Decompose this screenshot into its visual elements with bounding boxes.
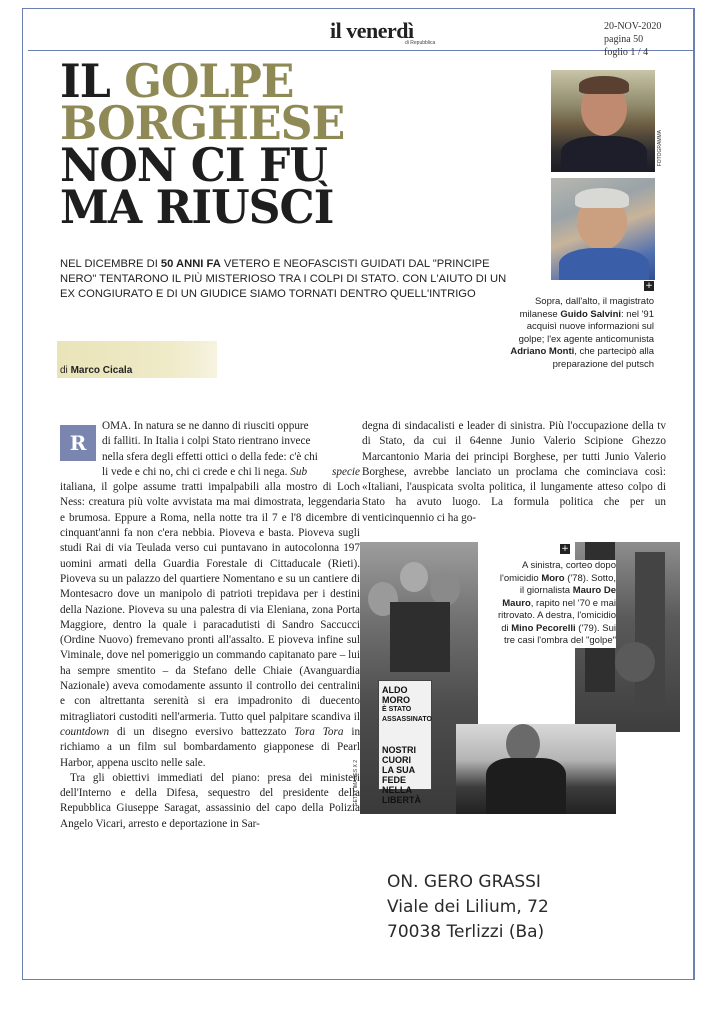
- date-label: 20-NOV-2020: [604, 21, 662, 32]
- byline: di Marco Cicala: [60, 365, 133, 376]
- caption-name-salvini: Guido Salvini: [560, 308, 622, 320]
- deck-text-1: NEL DICEMBRE DI: [60, 258, 158, 270]
- col1-paragraph-2: Tra gli obiettivi immediati del piano: presa dei ministeri dell'Interno e della Difesa, sequestro del presidente della Repubblica Giuseppe Saragat, assassinio del capo della Polizia Angelo Vicari, arresto e deportazione in Sar-: [60, 771, 360, 830]
- col1-line3: nella sfera degli effetti ottici o della fede: c'è chi: [102, 450, 318, 463]
- sheet-label: foglio 1 / 4: [604, 47, 649, 58]
- headline-line4: MA RIUSCÌ: [60, 180, 334, 234]
- portrait-caption: Sopra, dall'alto, il magistrato milanese Guido Salvini: nel '91 acquisì nuove informazioni sul golpe; l'ex agente anticomunista Adriano Monti, che partecipò alla preparazione del putsch: [510, 296, 654, 370]
- page-border-right: [693, 8, 695, 980]
- caption-name-monti: Adriano Monti: [510, 346, 575, 357]
- article-column-2: [362, 419, 666, 526]
- address-stamp: [387, 870, 549, 945]
- photo-credit: GETTY IMAGES X 2: [353, 760, 359, 807]
- masthead-sub: di Repubblica: [405, 40, 436, 46]
- stamp-city: 70038 Terlizzi (Ba): [387, 922, 545, 942]
- masthead: il venerdì: [330, 18, 414, 43]
- stamp-street: Viale dei Lilium, 72: [387, 897, 549, 917]
- portrait-credit: FOTOGRAMMA: [657, 130, 663, 167]
- headline-line1-gold: GOLPE: [124, 54, 294, 108]
- deck-bold: 50 ANNI FA: [160, 258, 221, 270]
- protest-sign: ALDO MORO È STATO ASSASSINATO NOSTRI CUORI LA SUA FEDE NELLA LIBERTÀ: [378, 680, 432, 790]
- page-label: pagina 50: [604, 34, 644, 45]
- col1-line4: li vede e chi no, chi ci crede e chi li nega. Sub: [102, 465, 308, 478]
- deck: [60, 257, 520, 302]
- col1-line2: di falliti. In Italia i colpi Stato rientrano invece: [102, 435, 311, 448]
- photo-de-mauro: [456, 724, 616, 814]
- photo-caption: A sinistra, corteo dopo l'omicidio Moro ('78). Sotto, il giornalista Mauro De Mauro, rapito nel '70 e mai ritrovato. A destra, l'omicidio di Mino Pecorelli ('79). Sui tre casi l'ombra del "golpe": [498, 560, 616, 646]
- portrait-salvini: [551, 70, 655, 172]
- photo-expand-icon[interactable]: +: [561, 544, 569, 554]
- expand-plus-icon[interactable]: +: [645, 281, 653, 291]
- col1-line1: OMA. In natura se ne danno di riusciti oppure: [102, 420, 309, 432]
- col2-paragraph: degna di sindacalisti e leader di sinistra. Più l'occupazione della tv di Stato, da cui il 64enne Junio Valerio Scipione Ghezzo Marcantonio Maria dei principi Borghese, per tutti Junio Valerio Borghese, avrebbe lanciato un proclama che cominciava così: «Italiani, l'auspicata svolta politica, il lungamente atteso colpo di Stato ha avuto luogo. La formula politica che per un venticinquennio ci ha go-: [362, 420, 666, 524]
- headline-line3: NON CI FU: [60, 138, 327, 192]
- article-column-1: OMA. In natura se ne danno di riusciti oppure di falliti. In Italia i colpi Stato rientrano invece nella sfera degli effetti ottici o della fede: c'è chi li vede e chi no, chi ci crede e chi li nega. Sub specie italiana, il golpe assume tratti impalpabili alla mostro di Loch Ness: creatura più volte avvistata ma mai dimostrata, leggendaria e brumosa. Eppure a Roma, nella notte tra il 7 e l'8 dicembre di cinquant'anni fa non c'era nebbia. Pioveva e basta. Pioveva sugli studi Rai di via Teulada verso cui puntavano in autocolonna 197 uomini armati della Guardia Forestale di Cittaducale (Rieti). Pioveva su un palazzo del quartiere Nomentano e su un cantiere di Montesacro dove un manipolo di patrioti trepidava per i destini della Nazione. Pioveva su una palestra di via Eleniana, zona Porta Maggiore, dentro la quale i paracadutisti di Sandro Saccucci (Ordine Nuovo) fremevano pronti all'assalto. E pioveva infine sul Viminale, dove nel pomeriggio un commando capitanato pare – lui ha sempre smentito – da Stefano delle Chiaie (Avanguardia Nazionale) aveva comodamente assunto il controllo dei centralini e con altrettanta serenità si era impadronito di duecento mitragliatori custoditi nell'armeria. Tutto quel palpitare scandiva il countdown di un disegno eversivo battezzato Tora Tora in richiamo a un film sul bombardamento giapponese di Pearl Harbor, appena uscito nelle sale. Tra gli obiettivi immediati del piano: presa dei ministeri dell'Interno e della Difesa, sequestro del presidente della Repubblica Giuseppe Saragat, assassinio del capo della Polizia Angelo Vicari, arresto e deportazione in Sar-: [60, 419, 360, 832]
- headline: [60, 54, 345, 234]
- portrait-monti: [551, 178, 655, 280]
- headline-line2: BORGHESE: [60, 96, 345, 150]
- headline-line1: IL: [60, 54, 110, 108]
- dropcap: R: [60, 425, 96, 461]
- stamp-name: ON. GERO GRASSI: [387, 872, 541, 892]
- deck-text-2: VETERO E NEOFASCISTI GUIDATI DAL "PRINCIPE NERO" TENTARONO IL PIÙ MISTERIOSO TRA I COLPI DI STATO. CON L'AIUTO DI UN EX CONGIURATO E DI UN GIUDICE SIAMO TORNATI DENTRO QUELL'INTRIGO: [60, 258, 507, 300]
- author-name: Marco Cicala: [70, 365, 133, 376]
